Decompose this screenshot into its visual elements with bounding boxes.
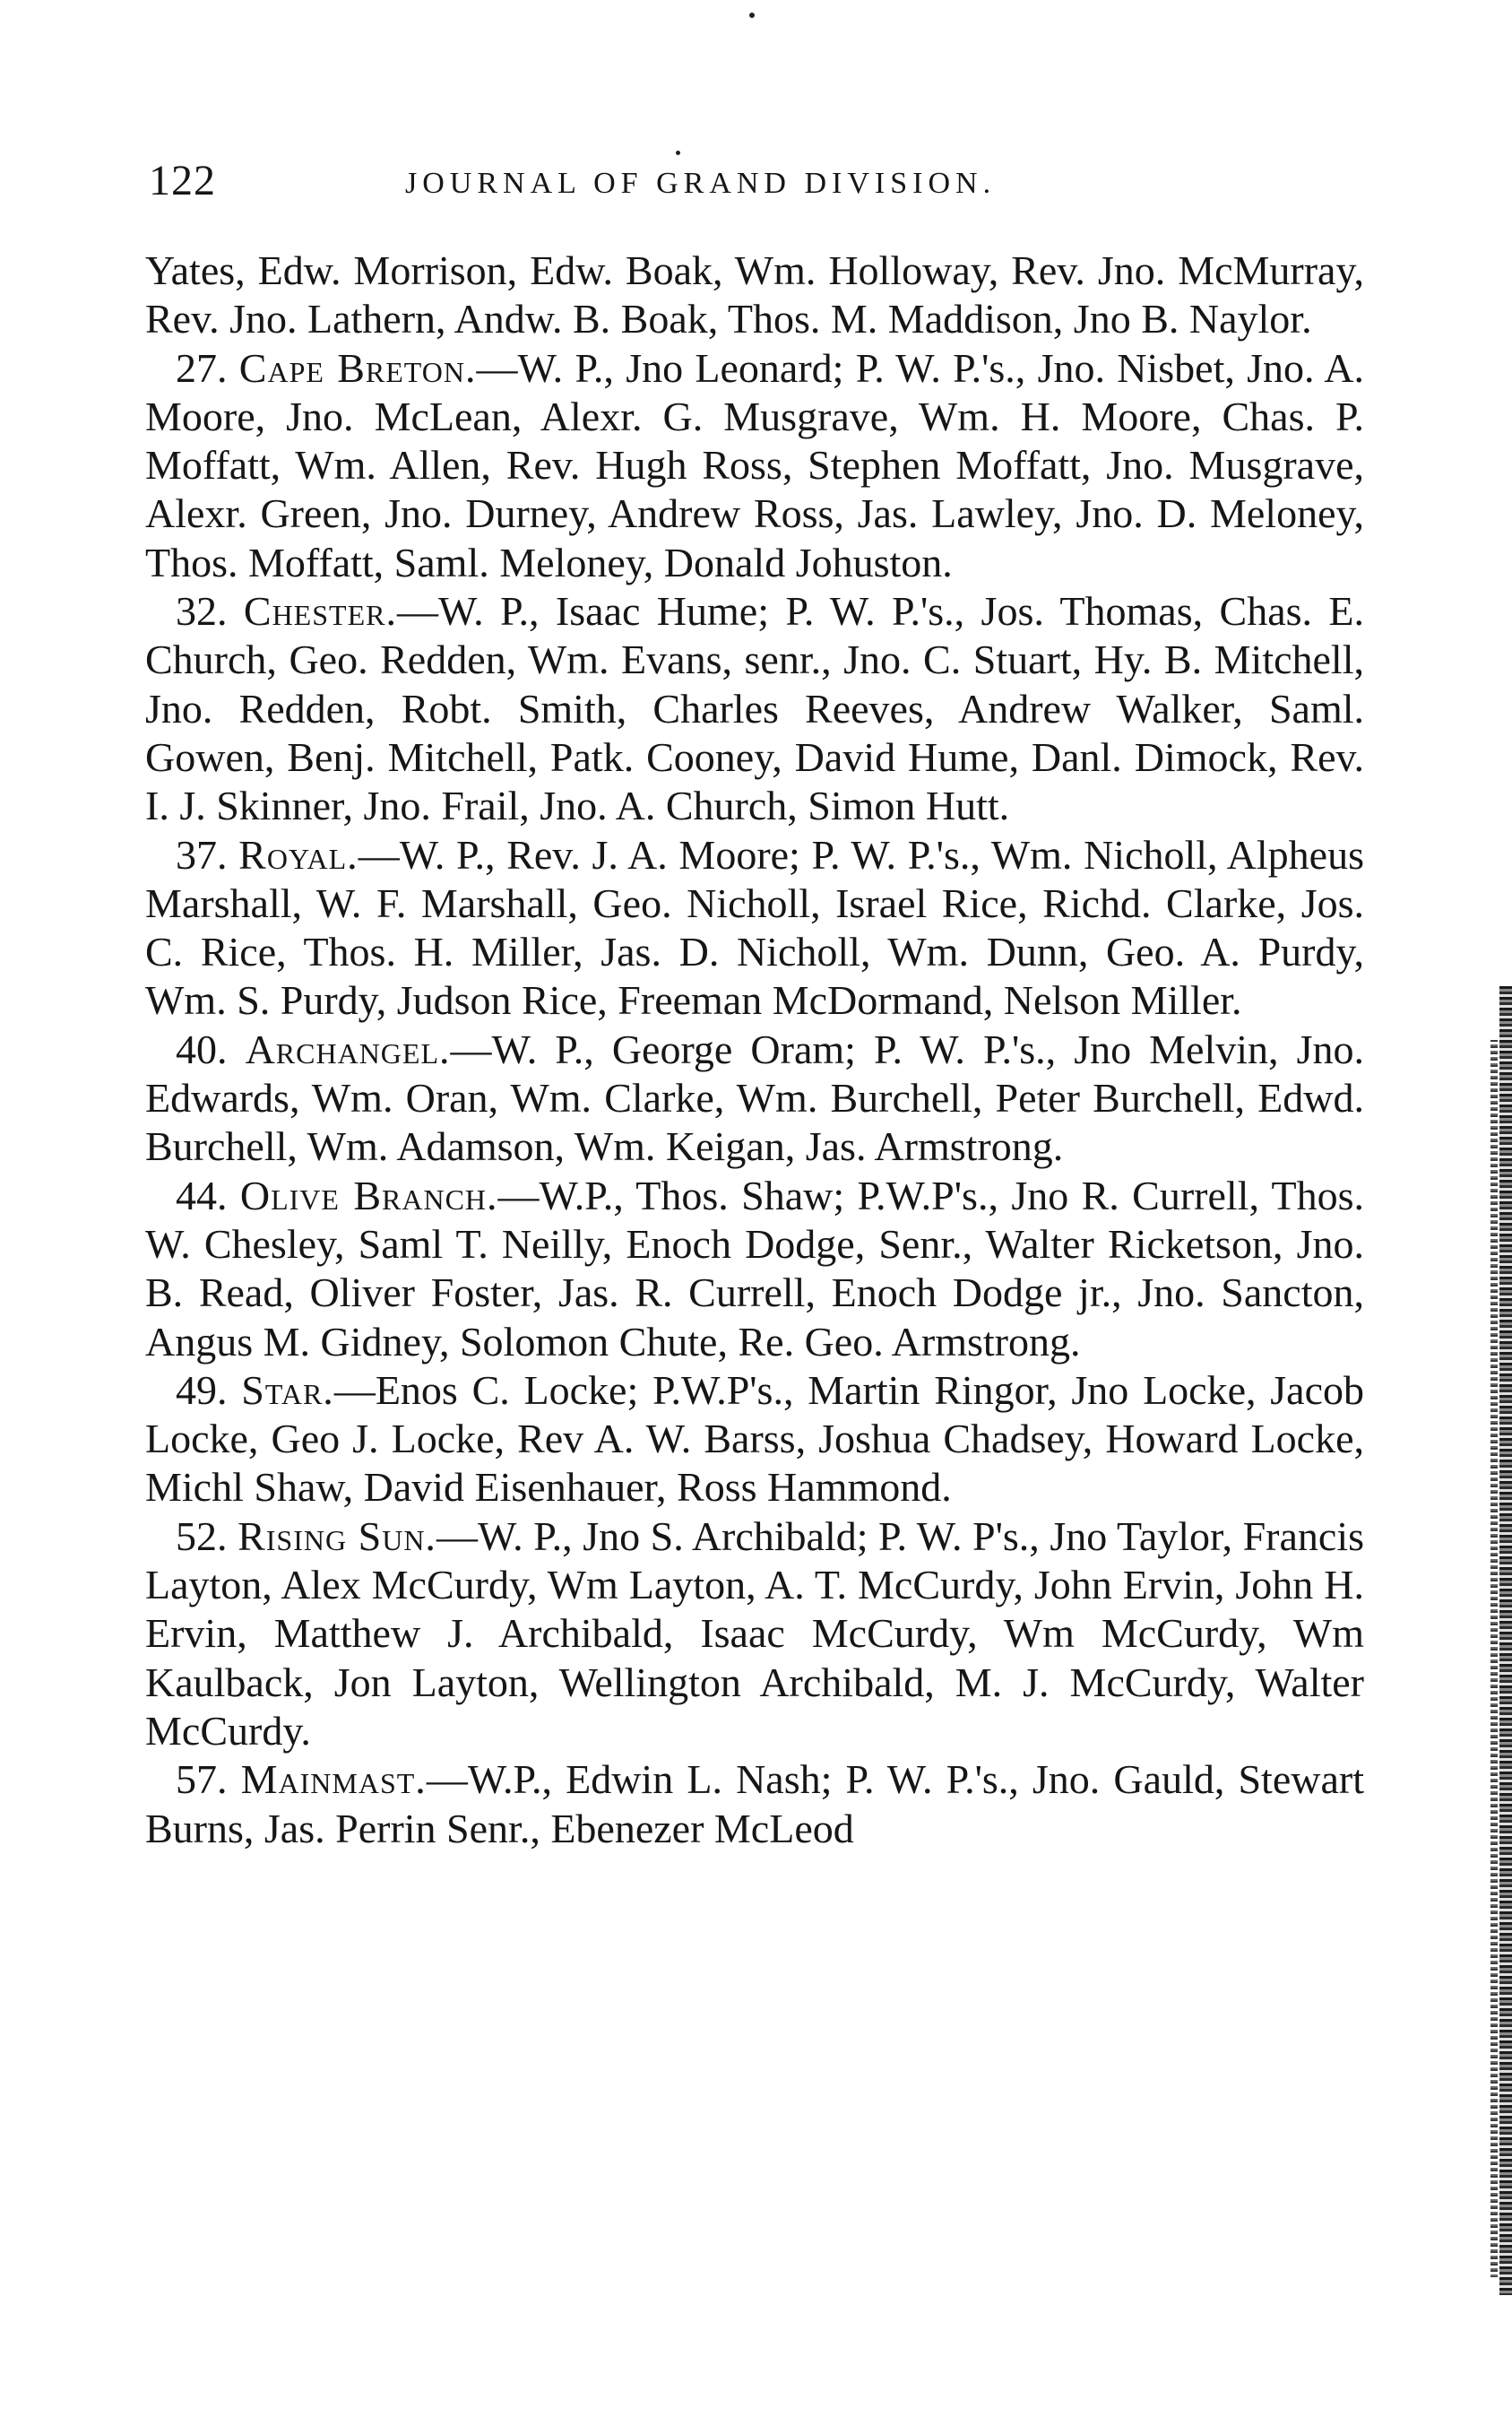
entry-lodge-40 <box>145 1026 1364 1172</box>
entry-number: 37. <box>176 831 228 878</box>
entry-text: —W. P., Jno Leonard; P. W. P.'s., Jno. Nisbet, Jno. A. Moore, Jno. McLean, Alexr. G. Musgrave, Wm. H. Moore, Chas. P. Moffatt, Wm. Allen, Rev. Hugh Ross, Stephen Moffatt, Jno. Musgrave, Alexr. Green, Jno. Durney, Andrew Ross, Jas. Lawley, Jno. D. Meloney, Thos. Moffatt, Saml. Meloney, Donald Johuston. <box>145 344 1364 585</box>
entry-text: —W.P., Thos. Shaw; P.W.P's., Jno R. Currell, Thos. W. Chesley, Saml T. Neilly, Enoch Dodge, Senr., Walter Ricketson, Jno. B. Read, Oliver Foster, Jas. R. Currell, Enoch Dodge jr., Jno. Sancton, Angus M. Gidney, Solomon Chute, Re. Geo. Armstrong. <box>145 1172 1364 1365</box>
entry-text: —W. P., Isaac Hume; P. W. P.'s., Jos. Thomas, Chas. E. Church, Geo. Redden, Wm. Evans, senr., Jno. C. Stuart, Hy. B. Mitchell, Jno. Redden, Robt. Smith, Charles Reeves, Andrew Walker, Saml. Gowen, Benj. Mitchell, Patk. Cooney, David Hume, Danl. Dimock, Rev. I. J. Skinner, Jno. Frail, Jno. A. Church, Simon Hutt. <box>145 588 1364 829</box>
book-page <box>145 134 1364 1853</box>
entry-lodge-52 <box>145 1512 1364 1755</box>
entry-text: —W. P., Jno S. Archibald; P. W. P's., Jno Taylor, Francis Layton, Alex McCurdy, Wm Layton, A. T. McCurdy, John Ervin, John H. Ervin, Matthew J. Archibald, Isaac McCurdy, Wm McCurdy, Wm Kaulback, Jon Layton, Wellington Archibald, M. J. McCurdy, Walter McCurdy. <box>145 1512 1365 1754</box>
entry-number: 44. <box>176 1172 228 1218</box>
lodge-name: Star. <box>241 1366 334 1413</box>
entry-lodge-37 <box>145 831 1364 1026</box>
running-head: JOURNAL OF GRAND DIVISION. <box>405 167 997 200</box>
entry-text: Yates, Edw. Morrison, Edw. Boak, Wm. Holloway, Rev. Jno. McMurray, Rev. Jno. Lathern, Andw. B. Boak, Thos. M. Maddison, Jno B. Naylor. <box>145 247 1364 342</box>
body-text <box>145 247 1364 1853</box>
header-dot-mark <box>749 13 755 18</box>
page-header <box>145 134 1364 215</box>
lodge-name: Archangel. <box>245 1026 451 1072</box>
lodge-name: Mainmast. <box>240 1756 427 1803</box>
entry-text: —W. P., George Oram; P. W. P.'s., Jno Melvin, Jno. Edwards, Wm. Oran, Wm. Clarke, Wm. Burchell, Peter Burchell, Edwd. Burchell, Wm. Adamson, Wm. Keigan, Jas. Armstrong. <box>145 1026 1364 1170</box>
entry-lodge-57 <box>145 1755 1364 1853</box>
entry-number: 52. <box>176 1512 228 1559</box>
page-edge-scan-strip <box>1499 986 1512 2295</box>
page-number: 122 <box>149 157 216 204</box>
lodge-name: Rising Sun. <box>238 1512 436 1559</box>
page-edge-scan-strip <box>1490 1040 1498 2277</box>
entry-number: 27. <box>176 344 228 391</box>
entry-text: —W.P., Edwin L. Nash; P. W. P.'s., Jno. Gauld, Stewart Burns, Jas. Perrin Senr., Ebenezer McLeod <box>145 1756 1364 1851</box>
entry-text: —W. P., Rev. J. A. Moore; P. W. P.'s., Wm. Nicholl, Alpheus Marshall, W. F. Marshall, Geo. Nicholl, Israel Rice, Richd. Clarke, Jos. C. Rice, Thos. H. Miller, Jas. D. Nicholl, Wm. Dunn, Geo. A. Purdy, Wm. S. Purdy, Judson Rice, Freeman McDormand, Nelson Miller. <box>145 831 1364 1024</box>
entry-lodge-32 <box>145 587 1364 830</box>
entry-lodge-27 <box>145 344 1364 587</box>
entry-number: 40. <box>176 1026 228 1072</box>
entry-continuation <box>145 247 1364 344</box>
entry-number: 49. <box>176 1366 228 1413</box>
lodge-name: Chester. <box>243 588 397 635</box>
lodge-name: Cape Breton. <box>238 344 477 391</box>
lodge-name: Royal. <box>238 831 359 878</box>
entry-lodge-44 <box>145 1172 1364 1366</box>
entry-lodge-49 <box>145 1366 1364 1512</box>
lodge-name: Olive Branch. <box>239 1172 498 1218</box>
entry-number: 32. <box>176 588 228 635</box>
entry-number: 57. <box>176 1756 228 1803</box>
entry-text: —Enos C. Locke; P.W.P's., Martin Ringor, Jno Locke, Jacob Locke, Geo J. Locke, Rev A. W. Barss, Joshua Chadsey, Howard Locke, Michl Shaw, David Eisenhauer, Ross Hammond. <box>145 1366 1365 1511</box>
